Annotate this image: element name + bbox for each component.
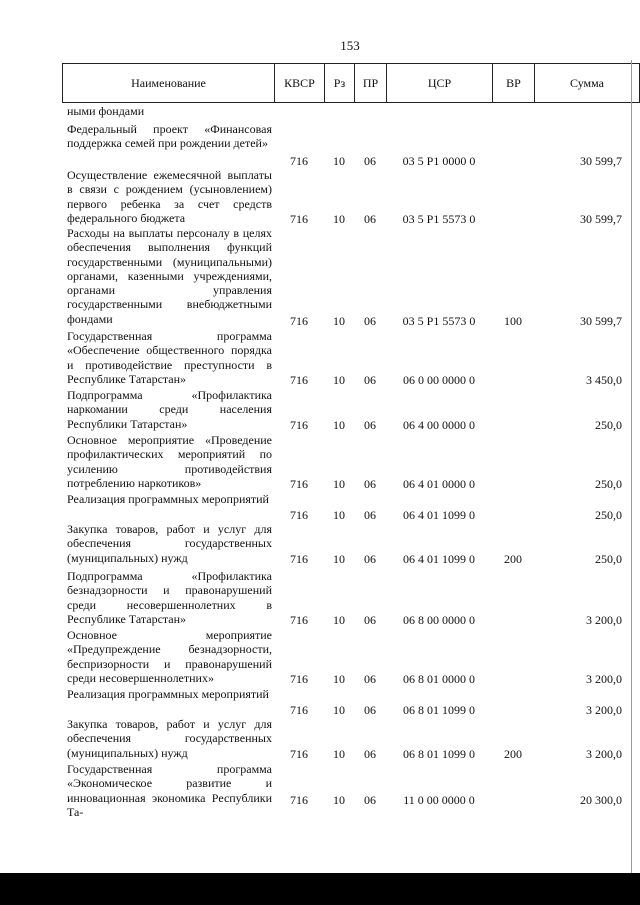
row-rz: 10 [333, 507, 345, 522]
row-rz: 10 [333, 372, 345, 387]
row-pr: 06 [364, 153, 376, 168]
row-name: Расходы на выплаты персоналу в целях обеспечения выполнения функций государственными (муниципальными) органами, казенными учреждениями, органами управления государственными внебюджетными фондами [67, 226, 272, 326]
row-csr: 06 4 01 1099 0 [403, 507, 475, 522]
row-pr: 06 [364, 507, 376, 522]
row-name: Подпрограмма «Профилактика безнадзорности и правонарушений среди несовершеннолетних в Республике Татарстан» [67, 569, 272, 626]
table-row [62, 687, 640, 717]
row-csr: 03 5 P1 5573 0 [402, 211, 476, 226]
row-name: Основное мероприятие «Предупреждение безнадзорности, беспризорности и правонарушений среди несовершеннолетних» [67, 628, 272, 685]
row-csr: 06 8 01 0000 0 [403, 671, 475, 686]
row-kvsr: 716 [290, 372, 308, 387]
row-pr: 06 [364, 551, 376, 566]
table-row [62, 569, 640, 627]
header-name: Наименование [63, 64, 275, 102]
table-header [62, 63, 640, 103]
row-rz: 10 [333, 551, 345, 566]
row-sum: 30 599,7 [580, 211, 622, 226]
row-sum: 250,0 [595, 507, 622, 522]
table-row [62, 628, 640, 686]
row-rz: 10 [333, 313, 345, 328]
row-sum: 250,0 [595, 417, 622, 432]
row-sum: 20 300,0 [580, 792, 622, 807]
row-rz: 10 [333, 792, 345, 807]
row-pr: 06 [364, 313, 376, 328]
row-rz: 10 [333, 211, 345, 226]
row-sum: 3 200,0 [586, 671, 622, 686]
row-rz: 10 [333, 476, 345, 491]
row-rz: 10 [333, 612, 345, 627]
table-row [62, 522, 640, 566]
row-kvsr: 716 [290, 417, 308, 432]
row-csr: 06 4 01 0000 0 [403, 476, 475, 491]
row-vr: 200 [504, 551, 522, 566]
row-name: Реализация программных мероприятий [67, 492, 269, 506]
row-pr: 06 [364, 746, 376, 761]
row-name: Реализация программных мероприятий [67, 687, 269, 701]
row-kvsr: 716 [290, 792, 308, 807]
row-name: Закупка товаров, работ и услуг для обеспечения государственных (муниципальных) нужд [67, 522, 272, 565]
row-kvsr: 716 [290, 153, 308, 168]
row-sum: 250,0 [595, 476, 622, 491]
row-sum: 3 200,0 [586, 702, 622, 717]
row-kvsr: 716 [290, 476, 308, 491]
row-kvsr: 716 [290, 507, 308, 522]
row-csr: 06 8 01 1099 0 [403, 702, 475, 717]
row-rz: 10 [333, 417, 345, 432]
row-sum: 250,0 [595, 551, 622, 566]
row-csr: 06 4 01 1099 0 [403, 551, 475, 566]
row-name: Осуществление ежемесячной выплаты в связи с рождением (усыновлением) первого ребенка за счет средств федерального бюджета [67, 168, 272, 225]
row-kvsr: 716 [290, 671, 308, 686]
header-kvsr: КВСР [275, 64, 325, 102]
header-csr: ЦСР [387, 64, 493, 102]
row-sum: 3 200,0 [586, 746, 622, 761]
row-name: Федеральный проект «Финансовая поддержка семей при рождении детей» [67, 122, 272, 151]
page-number: 153 [340, 38, 360, 53]
table-row [62, 122, 640, 168]
row-kvsr: 716 [290, 551, 308, 566]
row-sum: 30 599,7 [580, 313, 622, 328]
scan-bottom-border [0, 873, 640, 905]
header-sum: Сумма [570, 75, 604, 90]
row-kvsr: 716 [290, 313, 308, 328]
row-name: Государственная программа «Экономическое развитие и инновационная экономика Республики Та- [67, 762, 272, 819]
row-pr: 06 [364, 372, 376, 387]
table-row [62, 329, 640, 387]
row-kvsr: 716 [290, 702, 308, 717]
row-name: ными фондами [67, 104, 145, 118]
row-name: Основное мероприятие «Проведение профилактических мероприятий по усилению противодействия потреблению наркотиков» [67, 433, 272, 490]
row-pr: 06 [364, 702, 376, 717]
row-pr: 06 [364, 211, 376, 226]
row-pr: 06 [364, 417, 376, 432]
row-kvsr: 716 [290, 746, 308, 761]
table-row [62, 104, 640, 119]
row-kvsr: 716 [290, 211, 308, 226]
table-row [62, 388, 640, 432]
row-rz: 10 [333, 702, 345, 717]
table-row [62, 762, 640, 819]
row-vr: 100 [504, 313, 522, 328]
header-rz: Рз [325, 64, 355, 102]
row-csr: 03 5 P1 5573 0 [402, 313, 476, 328]
table-row [62, 433, 640, 491]
table-row [62, 226, 640, 328]
row-csr: 06 8 00 0000 0 [403, 612, 475, 627]
row-rz: 10 [333, 746, 345, 761]
row-pr: 06 [364, 476, 376, 491]
row-name: Закупка товаров, работ и услуг для обеспечения государственных (муниципальных) нужд [67, 717, 272, 760]
row-name: Государственная программа «Обеспечение общественного порядка и противодействие преступности в Республике Татарстан» [67, 329, 272, 386]
row-csr: 03 5 P1 0000 0 [402, 153, 476, 168]
row-rz: 10 [333, 153, 345, 168]
row-sum: 30 599,7 [580, 153, 622, 168]
row-sum: 3 200,0 [586, 612, 622, 627]
row-rz: 10 [333, 671, 345, 686]
row-pr: 06 [364, 792, 376, 807]
table-row [62, 168, 640, 226]
row-csr: 06 0 00 0000 0 [403, 372, 475, 387]
row-vr: 200 [504, 746, 522, 761]
row-kvsr: 716 [290, 612, 308, 627]
row-name: Подпрограмма «Профилактика наркомании среди населения Республики Татарстан» [67, 388, 272, 431]
row-csr: 11 0 00 0000 0 [403, 792, 475, 807]
row-csr: 06 8 01 1099 0 [403, 746, 475, 761]
scan-edge-line [631, 60, 632, 875]
row-csr: 06 4 00 0000 0 [403, 417, 475, 432]
row-pr: 06 [364, 671, 376, 686]
table-row [62, 717, 640, 761]
header-pr: ПР [355, 64, 387, 102]
row-sum: 3 450,0 [586, 372, 622, 387]
row-pr: 06 [364, 612, 376, 627]
header-vr: ВР [493, 64, 535, 102]
table-row [62, 492, 640, 522]
